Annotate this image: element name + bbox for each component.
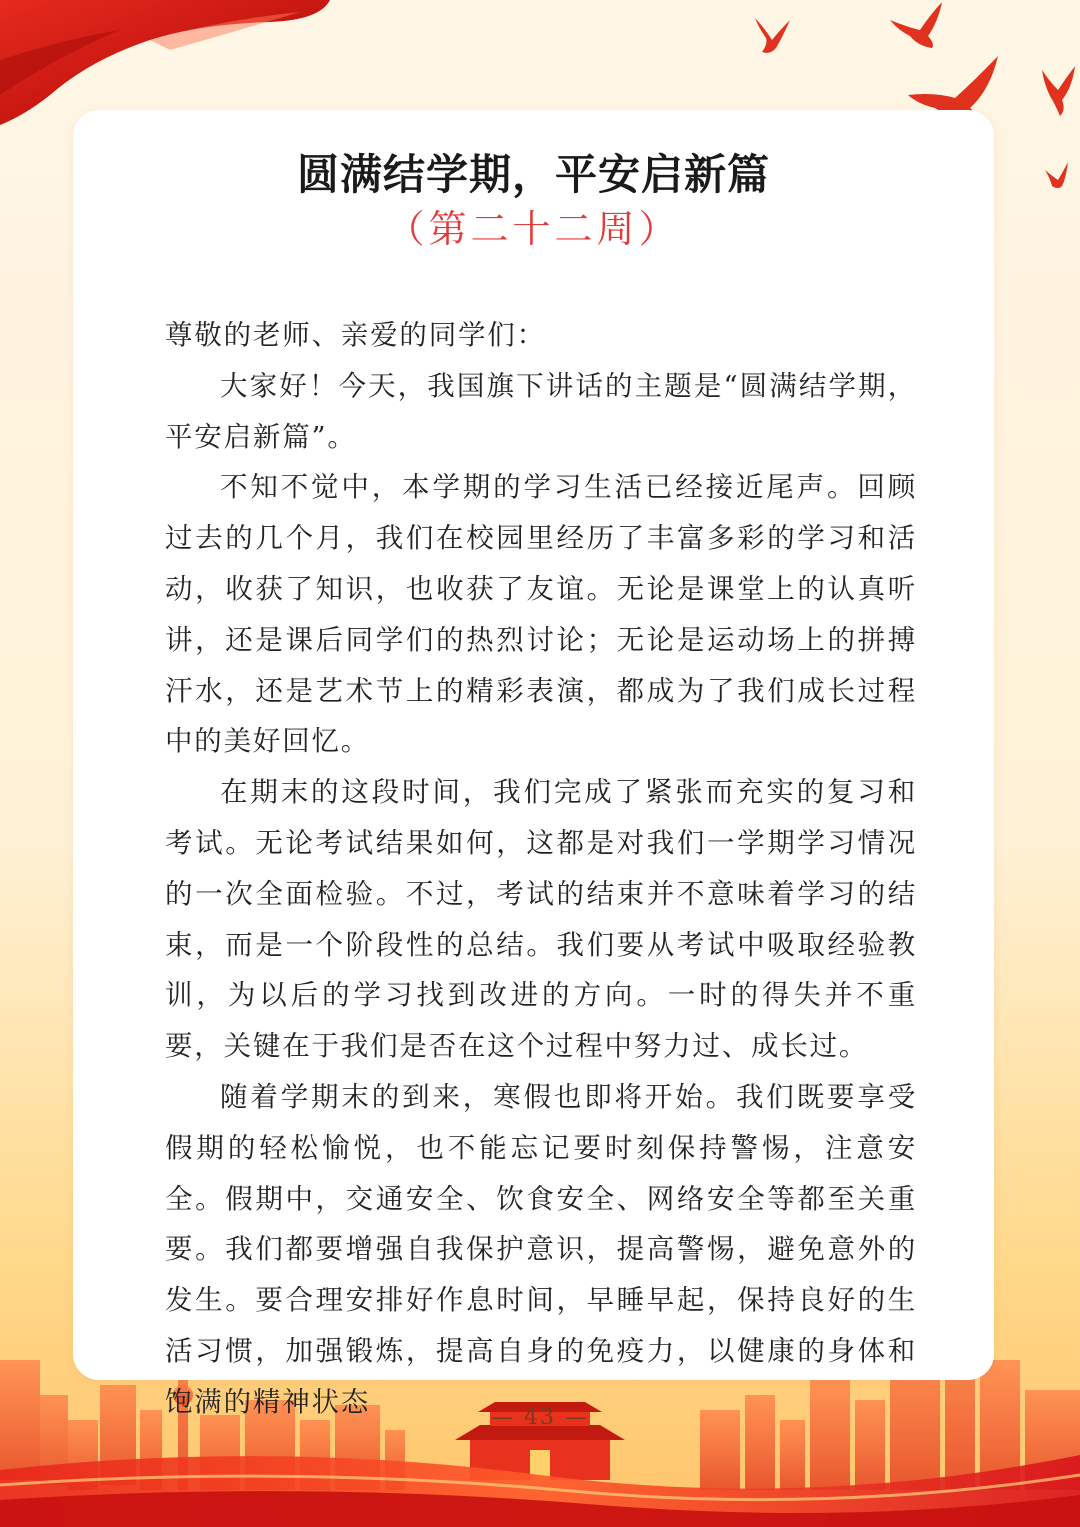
paragraph: 随着学期末的到来，寒假也即将开始。我们既要享受假期的轻松愉悦，也不能忘记要时刻保持警惕，注意安全。假期中，交通安全、饮食安全、网络安全等都至关重要。我们都要增强自我保护意识，提高警惕，避免意外的发生。要合理安排好作息时间，早睡早起，保持良好的生活习惯，加强锻炼，提高自身的免疫力，以健康的身体和饱满的精神状态 (165, 1080, 917, 1418)
page-number: — 43 — (491, 1405, 589, 1430)
paragraph: 在期末的这段时间，我们完成了紧张而充实的复习和考试。无论考试结果如何，这都是对我们一学期学习情况的一次全面检验。不过，考试的结束并不意味着学习的结束，而是一个阶段性的总结。我们要从考试中吸取经验教训，为以后的学习找到改进的方向。一时的得失并不重要，关键在于我们是否在这个过程中努力过、成长过。 (165, 776, 917, 1063)
page-title: 圆满结学期，平安启新篇 (296, 150, 770, 199)
speech-body (165, 310, 917, 1428)
paragraph: 大家好！今天，我国旗下讲话的主题是“圆满结学期，平安启新篇”。 (165, 369, 917, 453)
paragraph: 不知不觉中，本学期的学习生活已经接近尾声。回顾过去的几个月，我们在校园里经历了丰富多彩的学习和活动，收获了知识，也收获了友谊。无论是课堂上的认真听讲，还是课后同学们的热烈讨论；无论是运动场上的拼搏汗水，还是艺术节上的精彩表演，都成为了我们成长过程中的美好回忆。 (165, 471, 917, 758)
page-subtitle: （第二十二周） (386, 207, 681, 251)
salutation: 尊敬的老师、亲爱的同学们： (165, 319, 546, 351)
